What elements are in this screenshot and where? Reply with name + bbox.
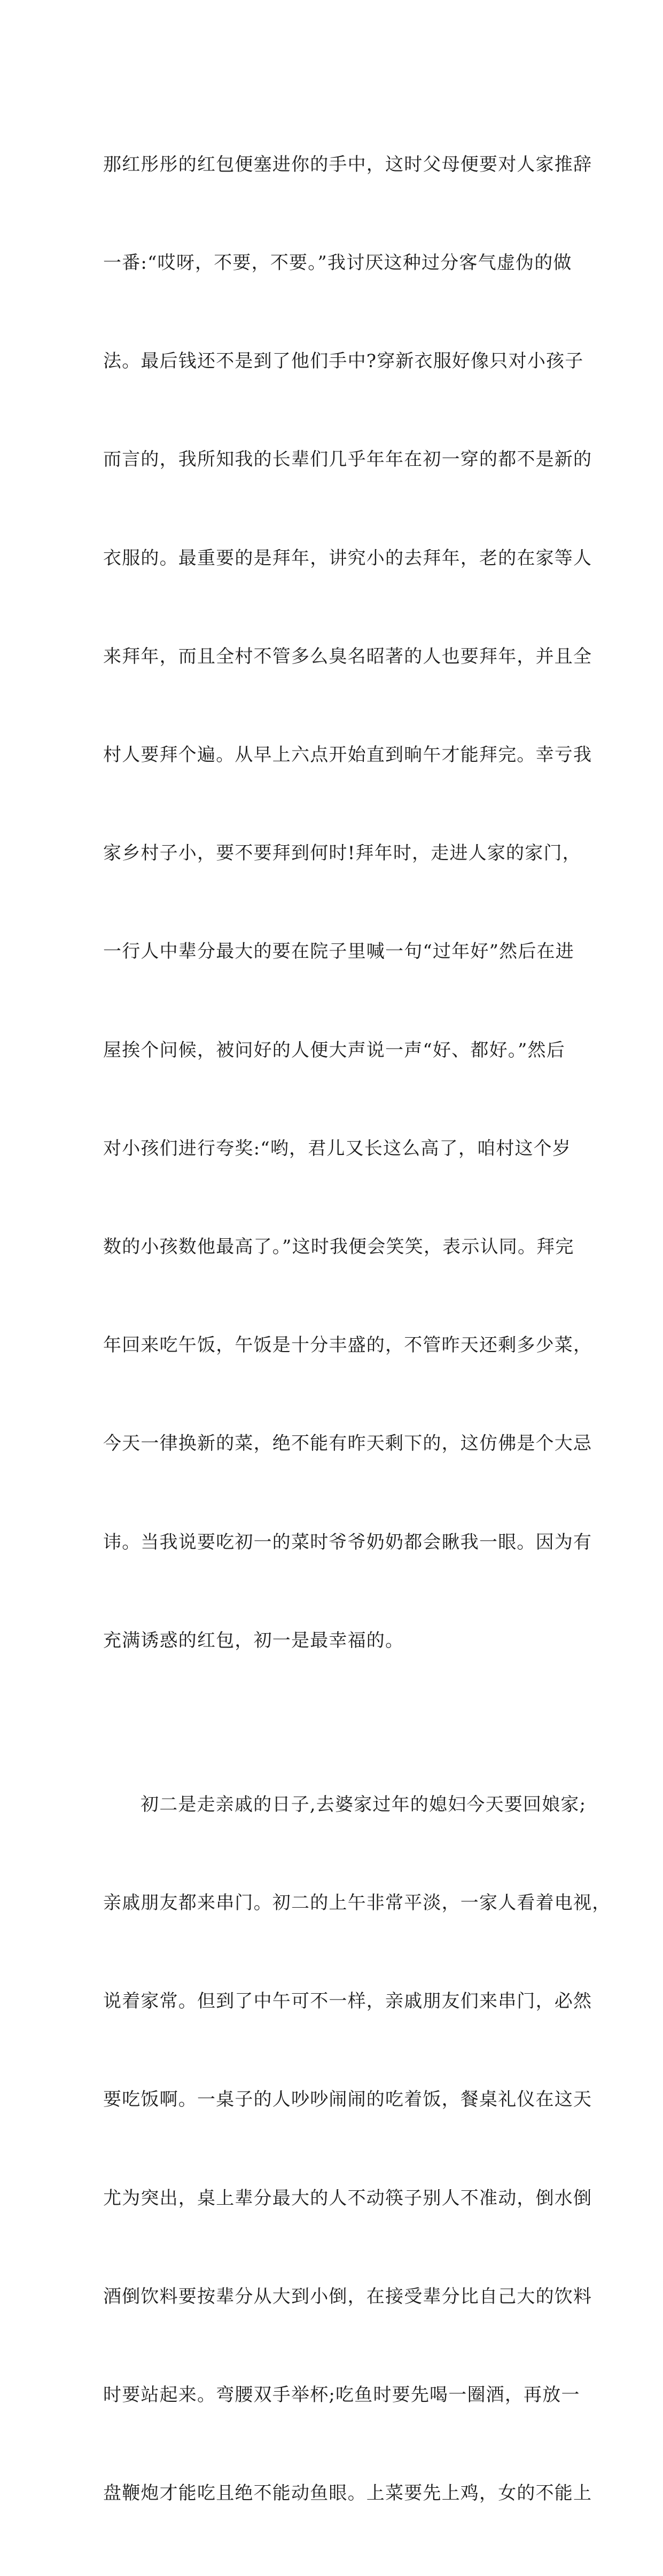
text-line: 家乡村子小，要不要拜到何时!拜年时，走进人家的家门，	[103, 842, 581, 864]
text-line: 亲戚朋友都来串门。初二的上午非常平淡，一家人看着电视，	[103, 1892, 611, 1914]
text-line: 来拜年，而且全村不管多么臭名昭著的人也要拜年，并且全	[103, 645, 592, 667]
text-line: 一行人中辈分最大的要在院子里喊一句“过年好”然后在进	[103, 941, 574, 963]
text-line: 衣服的。最重要的是拜年，讲究小的去拜年，老的在家等人	[103, 547, 592, 569]
text-line: 要吃饭啊。一桌子的人吵吵闹闹的吃着饭，餐桌礼仪在这天	[103, 2089, 592, 2111]
text-line: 时要站起来。弯腰双手举杯;吃鱼时要先喝一圈酒，再放一	[103, 2384, 580, 2406]
text-line: 说着家常。但到了中午可不一样，亲戚朋友们来串门，必然	[103, 1990, 592, 2012]
text-line: 充满诱惑的红包，初一是最幸福的。	[103, 1629, 404, 1651]
text-line: 屋挨个问候，被问好的人便大声说一声“好、都好。”然后	[103, 1039, 565, 1061]
text-line: 盘鞭炮才能吃且绝不能动鱼眼。上菜要先上鸡，女的不能上	[103, 2483, 592, 2504]
paragraph-1	[103, 83, 592, 1723]
text-line: 那红彤彤的红包便塞进你的手中，这时父母便要对人家推辞	[103, 153, 592, 175]
text-line: 而言的，我所知我的长辈们几乎年年在初一穿的都不是新的	[103, 449, 592, 471]
text-line: 酒倒饮料要按辈分从大到小倒，在接受辈分比自己大的饮料	[103, 2285, 592, 2307]
text-line: 村人要拜个遍。从早上六点开始直到晌午才能拜完。幸亏我	[103, 744, 592, 766]
text-line: 尤为突出，桌上辈分最大的人不动筷子别人不准动，倒水倒	[103, 2187, 592, 2209]
text-line: 数的小孩数他最高了。”这时我便会笑笑，表示认同。拜完	[103, 1236, 574, 1258]
text-line: 法。最后钱还不是到了他们手中?穿新衣服好像只对小孩子	[103, 350, 584, 372]
paragraph-2	[103, 1723, 611, 2575]
text-line: 年回来吃午饭，午饭是十分丰盛的，不管昨天还剩多少菜，	[103, 1334, 592, 1356]
text-line: 一番:“哎呀，不要，不要。”我讨厌这种过分客气虚伪的做	[103, 252, 572, 274]
text-line: 初二是走亲戚的日子,去婆家过年的媳妇今天要回娘家;	[141, 1793, 587, 1815]
body-text	[103, 83, 611, 2576]
text-line: 今天一律换新的菜，绝不能有昨天剩下的，这仿佛是个大忌	[103, 1433, 592, 1455]
text-line: 讳。当我说要吃初一的菜时爷爷奶奶都会瞅我一眼。因为有	[103, 1531, 592, 1553]
text-line: 对小孩们进行夸奖:“哟，君儿又长这么高了，咱村这个岁	[103, 1137, 572, 1159]
